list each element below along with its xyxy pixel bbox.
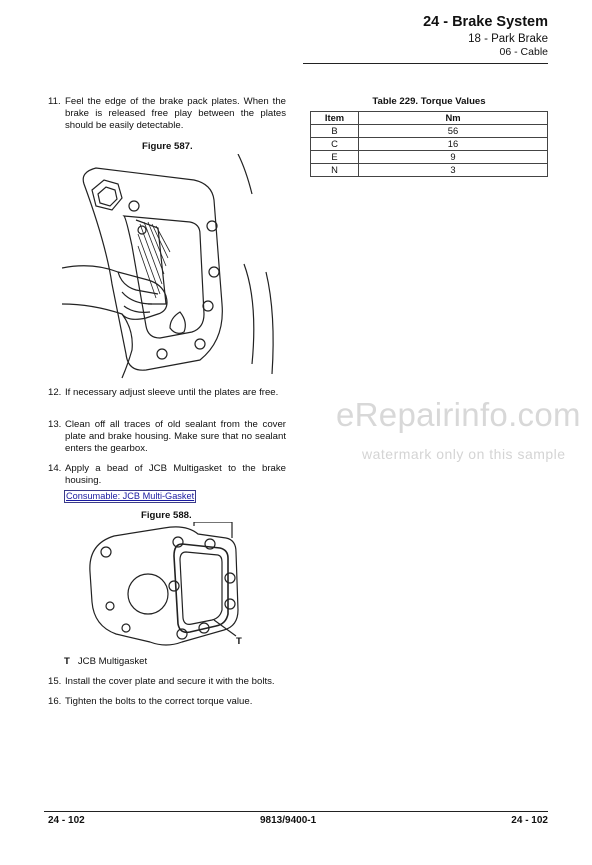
footer-page-left: 24 - 102	[48, 815, 85, 826]
table-cell-nm: 9	[359, 151, 548, 164]
watermark-note: watermark only on this sample	[362, 446, 566, 462]
step-text: Feel the edge of the brake pack plates. When the brake is released free play between the plates should be easily detectable.	[65, 96, 286, 131]
table-row	[311, 151, 548, 164]
section-title: 24 - Brake System	[423, 14, 548, 30]
figure-587-caption: Figure 587.	[142, 141, 193, 152]
table-header-row	[311, 112, 548, 125]
step-number: 11.	[48, 96, 61, 107]
table-cell-nm: 16	[359, 138, 548, 151]
step-text: Tighten the bolts to the correct torque value.	[65, 696, 253, 707]
topic-title: 06 - Cable	[499, 46, 548, 58]
step-12	[48, 387, 286, 399]
watermark-site: eRepairinfo.com	[336, 396, 581, 433]
table-row	[311, 125, 548, 138]
figure-588-illustration	[86, 522, 252, 654]
step-number: 12.	[48, 387, 62, 398]
header-divider	[303, 63, 548, 64]
figure-588-caption: Figure 588.	[141, 510, 192, 521]
consumable-link[interactable]: Consumable: JCB Multi-Gasket	[66, 491, 195, 501]
table-cell-nm: 56	[359, 125, 548, 138]
table-cell-item: E	[311, 151, 359, 164]
step-text: If necessary adjust sleeve until the plates are free.	[65, 387, 279, 398]
step-text: Install the cover plate and secure it with the bolts.	[65, 676, 275, 687]
torque-table	[310, 111, 548, 177]
step-14	[48, 463, 286, 487]
legend-text: JCB Multigasket	[77, 656, 148, 667]
table-cell-item: C	[311, 138, 359, 151]
subsection-title: 18 - Park Brake	[468, 33, 548, 45]
step-15	[48, 676, 286, 688]
step-16	[48, 696, 286, 708]
column-header-item: Item	[311, 112, 359, 125]
table-caption: Table 229. Torque Values	[372, 96, 486, 107]
step-text: Clean off all traces of old sealant from the cover plate and brake housing. Make sure that no sealant enters the gearbox.	[65, 419, 286, 454]
footer-page-right: 24 - 102	[511, 815, 548, 826]
column-header-nm: Nm	[359, 112, 548, 125]
figure-587-illustration	[62, 154, 286, 380]
table-cell-item: N	[311, 164, 359, 177]
step-number: 14.	[48, 463, 62, 474]
table-row	[311, 138, 548, 151]
footer-doc-number: 9813/9400-1	[260, 815, 317, 826]
step-number: 16.	[48, 696, 62, 707]
step-number: 13.	[48, 419, 62, 430]
legend-key: T	[64, 656, 70, 667]
step-number: 15.	[48, 676, 62, 687]
step-11	[48, 96, 286, 132]
table-cell-nm: 3	[359, 164, 548, 177]
figure-588-callout: T	[236, 636, 242, 647]
figure-legend	[64, 656, 147, 667]
step-13	[48, 419, 286, 455]
table-row	[311, 164, 548, 177]
step-text: Apply a bead of JCB Multigasket to the brake housing.	[65, 463, 286, 486]
table-cell-item: B	[311, 125, 359, 138]
footer-divider	[44, 811, 548, 812]
